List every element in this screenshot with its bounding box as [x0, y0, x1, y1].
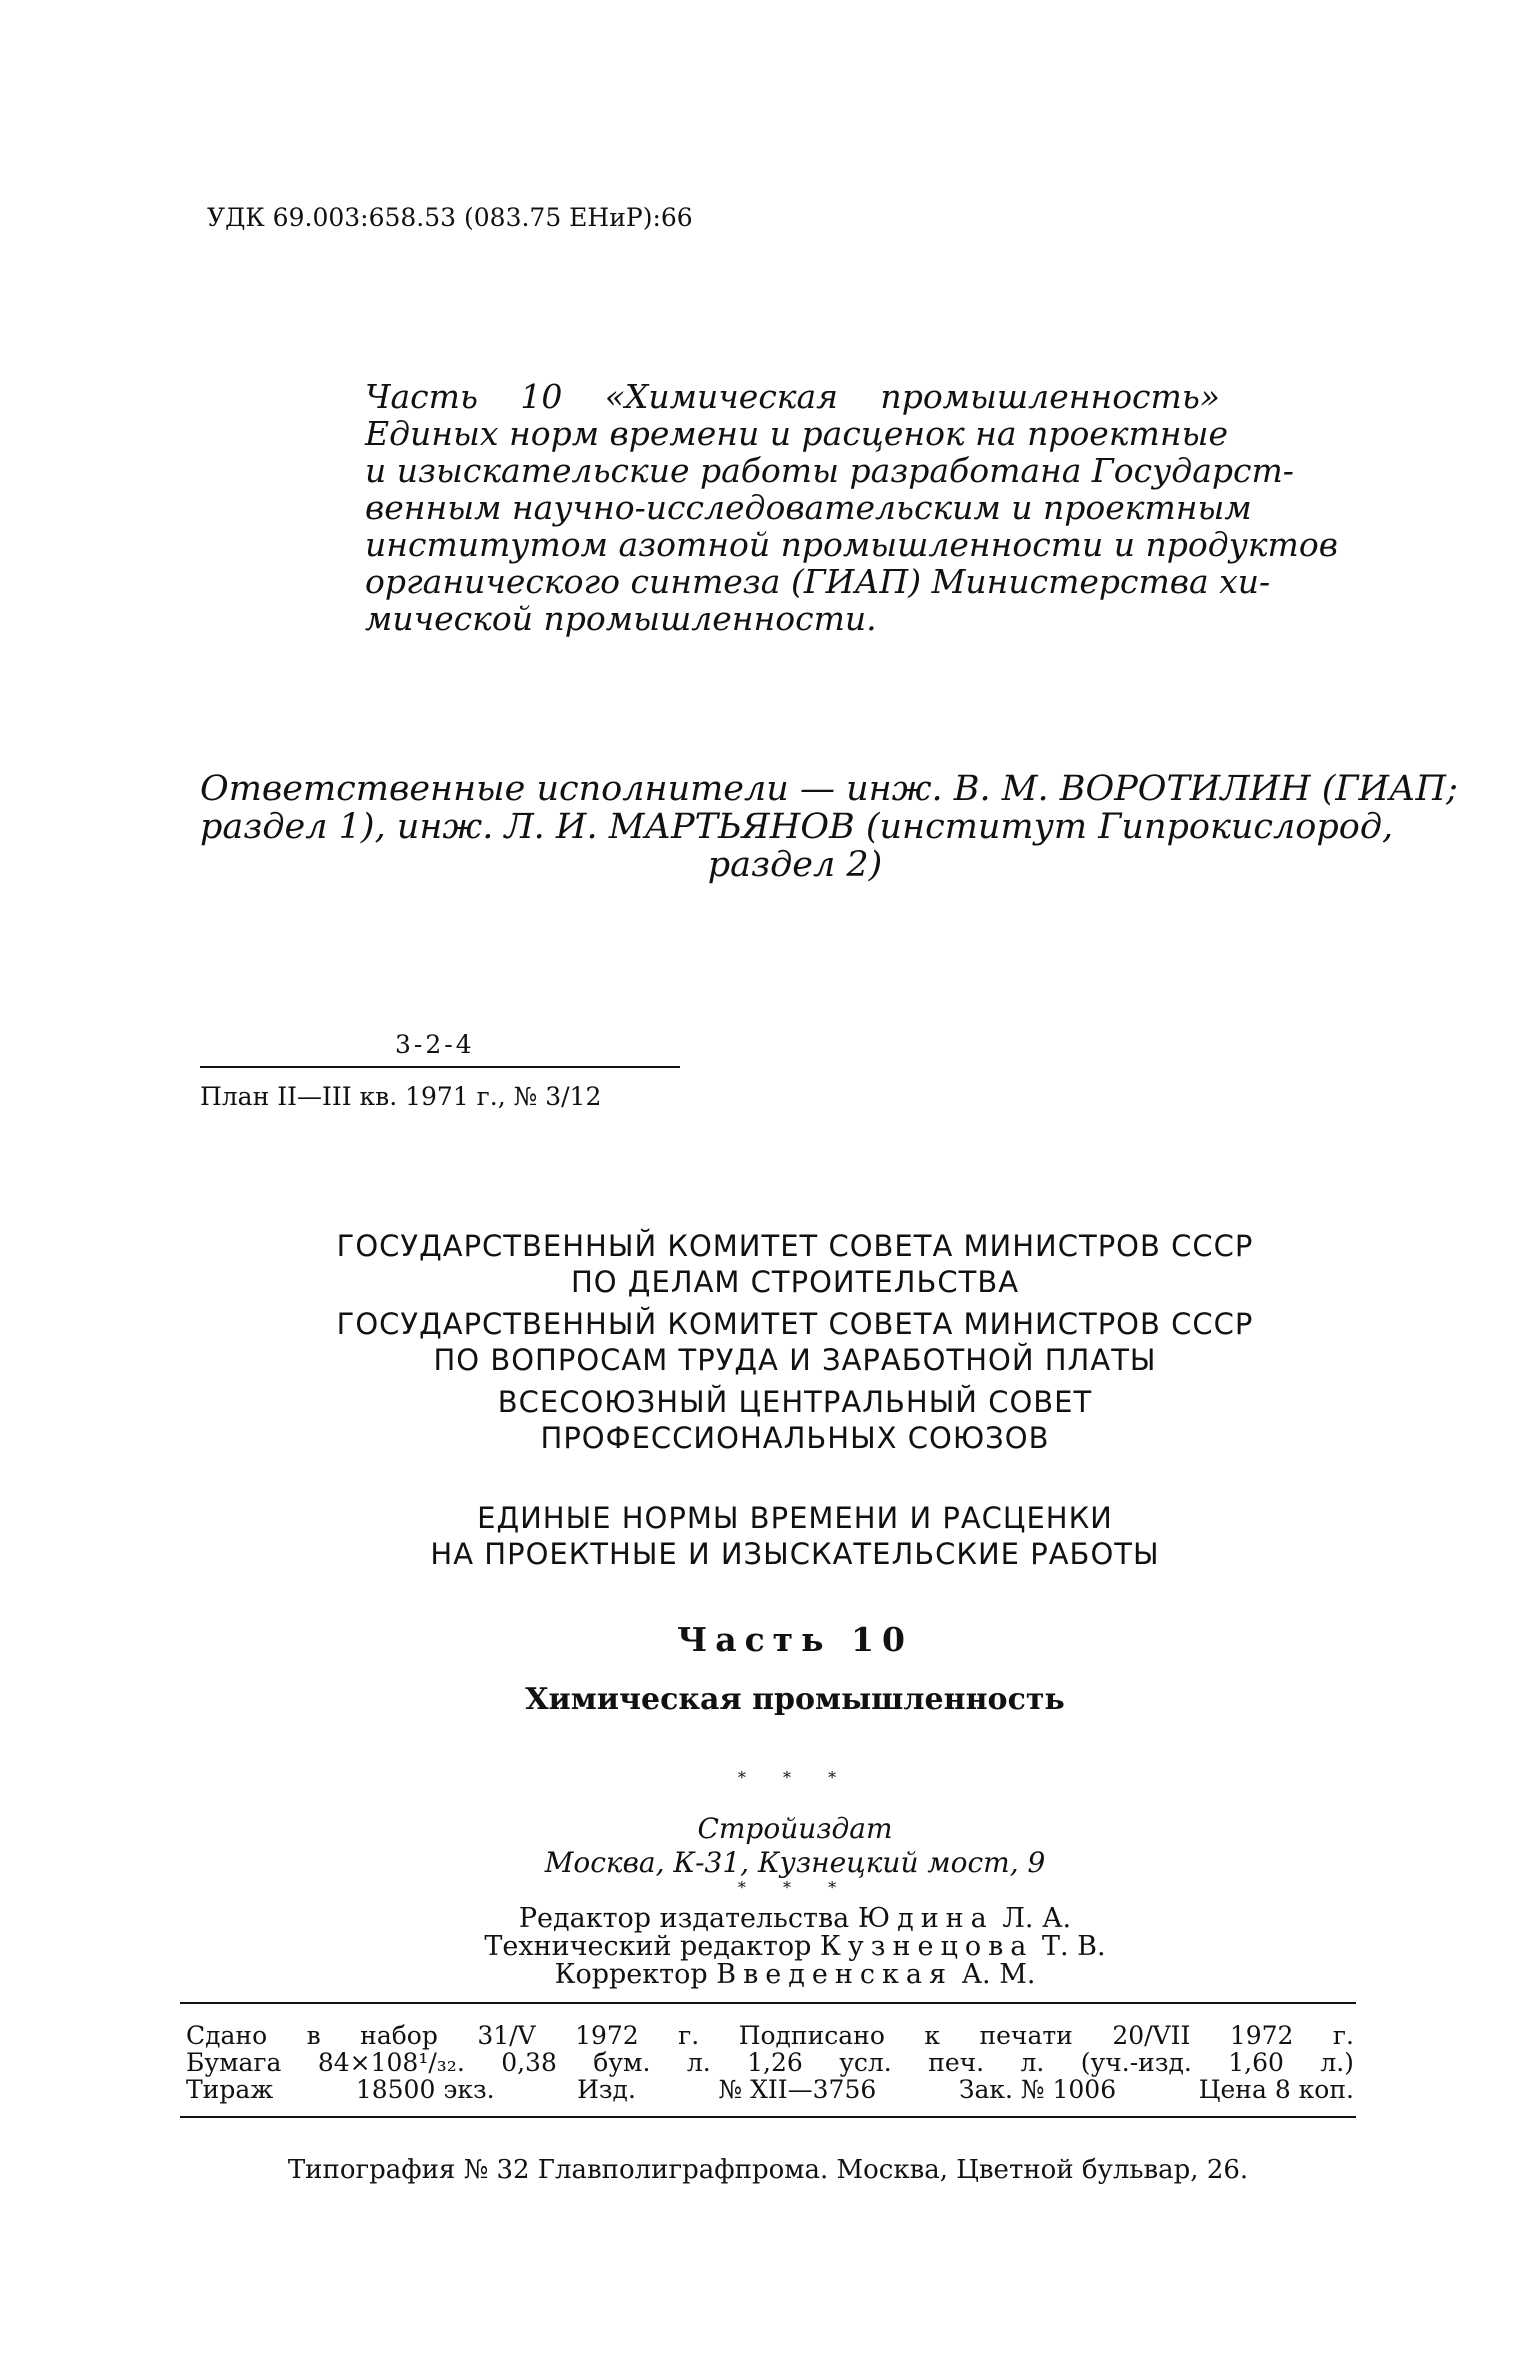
intro-line: органического синтеза (ГИАП) Министерства хи-: [365, 562, 1271, 601]
staff-role: Корректор: [554, 1959, 708, 1990]
publisher-block: [200, 1812, 1390, 1880]
printer-info: Типография № 32 Главполиграфпрома. Москва, Цветной бульвар, 26.: [287, 2155, 1249, 2185]
imprint-cell: 0,38: [501, 2048, 557, 2077]
imprint-cell: г.: [1332, 2021, 1354, 2050]
part-heading: Часть 10: [677, 1620, 913, 1659]
staff-role: Технический редактор: [484, 1931, 812, 1962]
organizations: [200, 1228, 1390, 1462]
staff-initials: Т. В.: [1041, 1931, 1106, 1962]
publisher-address: Москва, К-31, Кузнецкий мост, 9: [544, 1846, 1046, 1879]
intro-line: венным научно-исследовательским и проектным: [365, 488, 1252, 527]
title-line: ЕДИНЫЕ НОРМЫ ВРЕМЕНИ И РАСЦЕНКИ: [477, 1501, 1113, 1535]
staff-name: Кузнецова: [819, 1931, 1034, 1962]
organization-block: [200, 1384, 1390, 1456]
executors-line: раздел 2): [707, 845, 883, 885]
intro-paragraph: [365, 377, 1338, 638]
organization-line: ПО ДЕЛАМ СТРОИТЕЛЬСТВА: [570, 1265, 1020, 1299]
imprint-cell: 31/V: [477, 2021, 536, 2050]
staff-line: [200, 1905, 1390, 1933]
imprint-cell: 1,60: [1228, 2048, 1284, 2077]
staff-credits: [200, 1905, 1390, 1989]
imprint-cell: 20/VII: [1112, 2021, 1191, 2050]
executors-line: раздел 1), инж. Л. И. МАРТЬЯНОВ (институт Гипрокислород,: [200, 807, 1394, 847]
imprint-row: [186, 2022, 1354, 2049]
intro-line: Единых норм времени и расценок на проектные: [365, 414, 1228, 453]
imprint-cell: Цена 8 коп.: [1198, 2075, 1354, 2104]
staff-name: Юдина: [857, 1903, 994, 1934]
imprint-cell: (уч.-изд.: [1080, 2048, 1192, 2077]
imprint-cell: набор: [360, 2021, 438, 2050]
imprint-cell: 1972: [1229, 2021, 1294, 2050]
imprint-cell: Бумага: [186, 2048, 282, 2077]
organization-line: ГОСУДАРСТВЕННЫЙ КОМИТЕТ СОВЕТА МИНИСТРОВ СССР: [336, 1229, 1254, 1263]
organization-line: ПО ВОПРОСАМ ТРУДА И ЗАРАБОТНОЙ ПЛАТЫ: [433, 1343, 1157, 1377]
divider: [200, 1066, 680, 1068]
imprint-cell: 84×108¹/₃₂.: [317, 2048, 465, 2077]
organization-line: ПРОФЕССИОНАЛЬНЫХ СОЮЗОВ: [540, 1421, 1050, 1455]
title-line: НА ПРОЕКТНЫЕ И ИЗЫСКАТЕЛЬСКИЕ РАБОТЫ: [430, 1537, 1160, 1571]
divider: [180, 2002, 1356, 2004]
imprint-cell: 1972: [575, 2021, 639, 2050]
imprint-cell: к: [924, 2021, 940, 2050]
imprint-cell: усл.: [839, 2048, 892, 2077]
staff-role: Редактор издательства: [518, 1903, 850, 1934]
imprint-cell: Зак. № 1006: [958, 2075, 1117, 2104]
imprint-cell: Тираж: [186, 2075, 274, 2104]
divider: [180, 2116, 1356, 2118]
imprint-cell: 18500 экз.: [355, 2075, 495, 2104]
organization-line: ВСЕСОЮЗНЫЙ ЦЕНТРАЛЬНЫЙ СОВЕТ: [497, 1385, 1093, 1419]
imprint-cell: печати: [979, 2021, 1073, 2050]
imprint-cell: г.: [678, 2021, 700, 2050]
staff-initials: А. М.: [961, 1959, 1036, 1990]
staff-line: [200, 1961, 1390, 1989]
intro-line: Часть 10 «Химическая промышленность»: [365, 377, 1220, 416]
intro-line: мической промышленности.: [365, 599, 877, 638]
imprint-cell: л.: [1020, 2048, 1045, 2077]
staff-initials: Л. А.: [1002, 1903, 1072, 1934]
plan-note: План II—III кв. 1971 г., № 3/12: [200, 1082, 602, 1111]
organization-block: [200, 1306, 1390, 1378]
executors-line: Ответственные исполнители — инж. В. М. ВОРОТИЛИН (ГИАП;: [200, 769, 1458, 809]
imprint-row: [186, 2049, 1354, 2076]
publisher-name: Стройиздат: [697, 1812, 893, 1845]
imprint-cell: печ.: [928, 2048, 985, 2077]
intro-line: институтом азотной промышленности и продуктов: [365, 525, 1338, 564]
imprint-cell: бум.: [593, 2048, 651, 2077]
imprint-cell: в: [306, 2021, 321, 2050]
udk-code: УДК 69.003:658.53 (083.75 ЕНиР):66: [207, 203, 693, 232]
organization-block: [200, 1228, 1390, 1300]
imprint-cell: Изд.: [577, 2075, 636, 2104]
staff-line: [200, 1933, 1390, 1961]
imprint-cell: № XII—3756: [718, 2075, 877, 2104]
imprint-cell: Подписано: [738, 2021, 885, 2050]
imprint-row: [186, 2076, 1354, 2103]
intro-line: и изыскательские работы разработана Государст-: [365, 451, 1294, 490]
imprint-cell: 1,26: [747, 2048, 803, 2077]
imprint-cell: л.: [686, 2048, 711, 2077]
separator-stars: * * *: [737, 1878, 853, 1897]
separator-stars: * * *: [737, 1768, 853, 1787]
executors-paragraph: [200, 769, 1458, 885]
part-subject: Химическая промышленность: [525, 1682, 1065, 1717]
imprint-cell: Сдано: [186, 2021, 268, 2050]
imprint-cell: л.): [1320, 2048, 1354, 2077]
catalog-code: 3-2-4: [395, 1030, 475, 1059]
organization-line: ГОСУДАРСТВЕННЫЙ КОМИТЕТ СОВЕТА МИНИСТРОВ СССР: [336, 1307, 1254, 1341]
staff-name: Введенская: [716, 1959, 953, 1990]
document-title: [200, 1500, 1390, 1572]
imprint-block: [186, 2022, 1354, 2103]
